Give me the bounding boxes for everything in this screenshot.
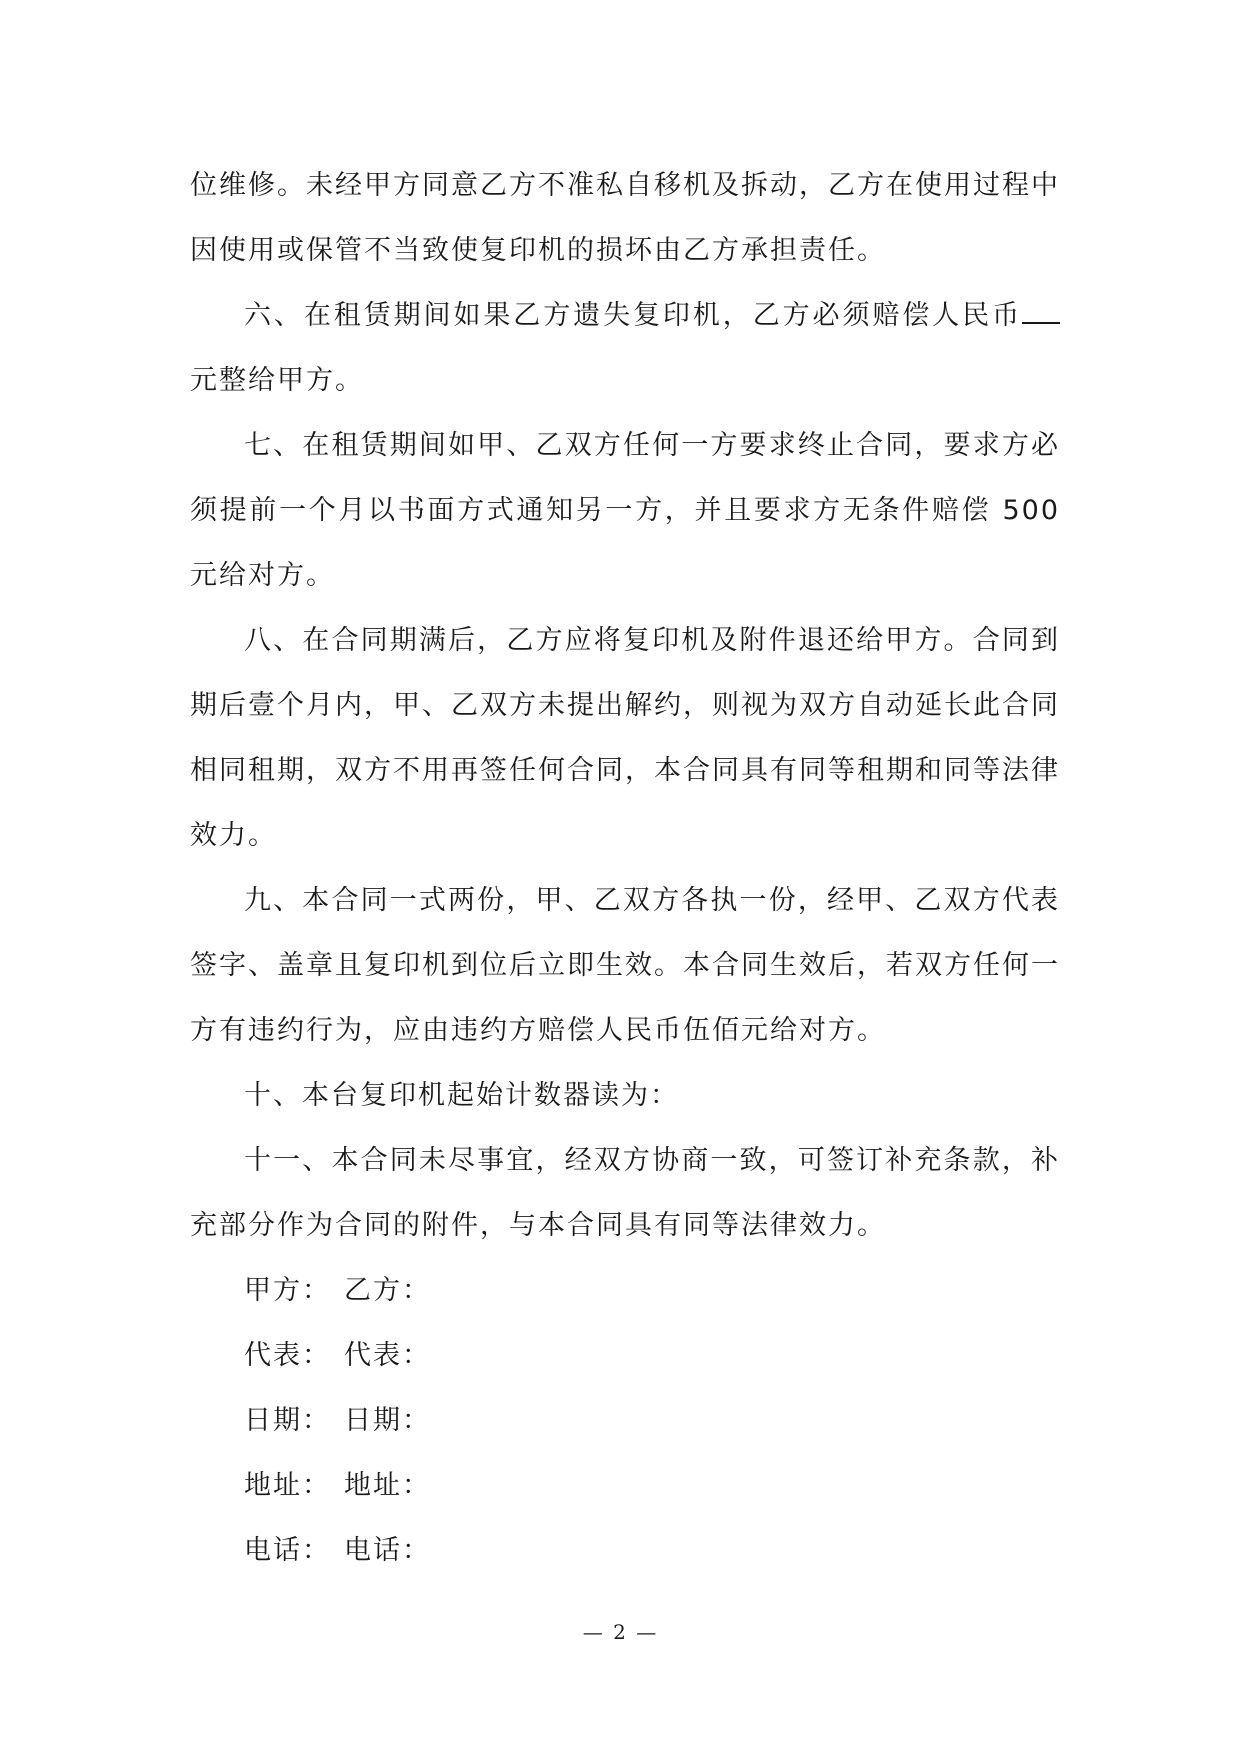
signature-line-phone xyxy=(190,1518,1060,1583)
party-b-address-label: 地址： xyxy=(344,1470,431,1501)
signature-line-representative xyxy=(190,1323,1060,1388)
party-b-label: 乙方： xyxy=(344,1275,431,1306)
party-b-representative-label: 代表： xyxy=(344,1340,431,1371)
clause-6-text-after: 元整给甲方。 xyxy=(190,365,364,396)
signature-line-date xyxy=(190,1388,1060,1453)
paragraph-clause-10: 十、本台复印机起始计数器读为： xyxy=(244,1080,679,1111)
paragraph-clause-8: 八、在合同期满后，乙方应将复印机及附件退还给甲方。合同到期后壹个月内，甲、乙双方未提出解约，则视为双方自动延长此合同相同租期，双方不用再签任何合同，本合同具有同等租期和同等法律效力。 xyxy=(190,625,1060,851)
party-a-address-label: 地址： xyxy=(244,1470,331,1501)
party-a-label: 甲方： xyxy=(244,1275,331,1306)
paragraph-clause-7: 七、在租赁期间如甲、乙双方任何一方要求终止合同，要求方必须提前一个月以书面方式通知另一方，并且要求方无条件赔偿 500 元给对方。 xyxy=(190,430,1060,591)
party-b-phone-label: 电话： xyxy=(344,1535,431,1566)
paragraph-clause-6 xyxy=(190,283,1060,413)
party-a-representative-label: 代表： xyxy=(244,1340,331,1371)
signature-line-address xyxy=(190,1453,1060,1518)
clause-6-text: 六、在租赁期间如果乙方遗失复印机，乙方必须赔偿人民币 xyxy=(244,300,1022,331)
party-b-date-label: 日期： xyxy=(344,1405,431,1436)
signature-line-party xyxy=(190,1258,1060,1323)
paragraph-clause-9: 九、本合同一式两份，甲、乙双方各执一份，经甲、乙双方代表签字、盖章且复印机到位后立即生效。本合同生效后，若双方任何一方有违约行为，应由违约方赔偿人民币伍佰元给对方。 xyxy=(190,885,1060,1046)
party-a-date-label: 日期： xyxy=(244,1405,331,1436)
page-number: — 2 — xyxy=(582,1620,659,1644)
paragraph-clause-11: 十一、本合同未尽事宜，经双方协商一致，可签订补充条款，补充部分作为合同的附件，与本合同具有同等法律效力。 xyxy=(190,1145,1060,1241)
amount-blank xyxy=(1022,322,1060,324)
paragraph-clause-5-continued: 位维修。未经甲方同意乙方不准私自移机及拆动，乙方在使用过程中因使用或保管不当致使复印机的损坏由乙方承担责任。 xyxy=(190,170,1060,266)
party-a-phone-label: 电话： xyxy=(244,1535,331,1566)
contract-body xyxy=(190,153,1060,1583)
